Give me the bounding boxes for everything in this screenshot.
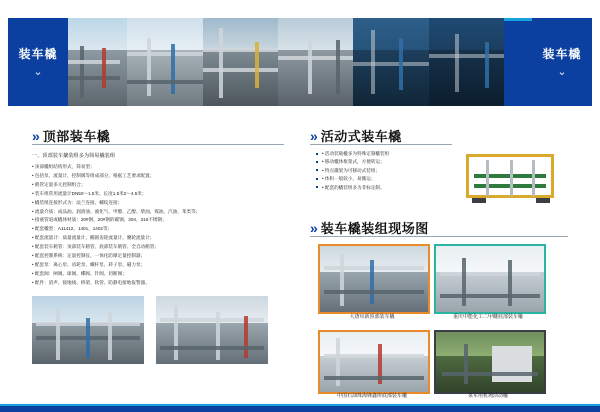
banner-right-title-block — [532, 18, 592, 106]
left-para-4: • 橇装组连接形式为：法兰连接、螺纹连接； — [32, 199, 123, 205]
site-photo-3 — [318, 330, 430, 394]
left-photo-1 — [32, 296, 144, 364]
left-para-12: • 配套阀：闸阀、球阀、蝶阀、针阀、切断阀； — [32, 270, 127, 276]
section-heading-mobile-loading — [310, 126, 402, 145]
section-title-mobile-loading: 活动式装车橇 — [320, 129, 402, 144]
banner-photo-2 — [127, 18, 202, 106]
site-photo-2 — [434, 244, 546, 314]
left-para-1: • 包括泵、流量计、控制阀等组成部分，根据工艺要求配置； — [32, 172, 155, 178]
section-title-site-photos: 装车橇装组现场图 — [320, 221, 429, 236]
top-banner — [8, 18, 592, 106]
banner-right-title: 装车橇 — [542, 47, 582, 61]
left-para-11: • 配套泵：离心泵、齿轮泵、螺杆泵、转子泵、磁力泵； — [32, 261, 146, 267]
site-photo-3-caption: 中国石油珠海锋鑫库底部装车橇 — [336, 393, 407, 399]
section-rule-left — [32, 144, 284, 145]
mobile-bullet-1: • 移动橇体框架式，方便转运； — [316, 158, 466, 165]
mobile-bullet-3: • 体积一般较小，易搬运； — [316, 175, 466, 182]
left-para-13: • 配件：消声、接地线、桥架、软管、防静电接地报警器。 — [32, 279, 150, 285]
section-arrows-icon-3: » — [310, 219, 316, 236]
banner-photo-3 — [203, 18, 278, 106]
left-para-9: • 配套装车鹤管：顶部装车鹤管、底部装车鹤管、全自动鹤管； — [32, 244, 159, 250]
banner-left-title-block — [8, 18, 68, 106]
section-rule-site — [310, 236, 568, 237]
section-heading-site-photos — [310, 218, 429, 237]
left-lead-text: 一、顶部装车撬装组多为简易橇装组 — [32, 153, 116, 159]
site-photo-4 — [434, 330, 546, 394]
left-para-5: • 流量介质：成品油、润滑油、液化气、甲醇、乙醇、柴油、煤油、汽油、苯类等； — [32, 208, 201, 214]
section-arrows-icon-2: » — [310, 127, 316, 144]
banner-photo-4 — [278, 18, 353, 106]
left-para-0: • 顶部橇组结构形式，简易型； — [32, 164, 95, 169]
banner-left-title: 装车橇 — [18, 47, 58, 61]
banner-photo-strip — [52, 18, 504, 106]
left-para-3: • 装车组常用流量计DN50～1.5米、长度1.5米2～4.5米； — [32, 190, 147, 196]
section-heading-top-loading — [32, 126, 110, 145]
mobile-bullet-list — [316, 150, 466, 192]
mobile-bullet-0: • 活动装载橇多为特殊定制橇装组 — [316, 150, 466, 157]
left-body-text — [32, 163, 300, 288]
mobile-bullet-2: • 特点撬架为可移动式装组； — [316, 167, 466, 174]
site-photo-1-caption: 大唐阜新顶部装车橇 — [349, 314, 395, 320]
left-para-8: • 配套流量计：质量流量计、椭圆齿轮流量计、腰轮流量计； — [32, 235, 155, 241]
left-para-7: • 配套橇型：A11412、1401、1402等； — [32, 226, 113, 232]
site-photo-4-caption: 某军用机场活动橇 — [467, 393, 508, 399]
section-title-top-loading: 顶部装车橇 — [42, 129, 111, 144]
chevron-down-icon-right: ⌄ — [557, 66, 567, 78]
banner-photo-6 — [429, 18, 504, 106]
footer-bar — [0, 406, 600, 412]
left-para-6: • 接液管道或橇体材质：20#钢、20#钢的碳钢、304、316不锈钢； — [32, 217, 167, 223]
left-para-2: • 鹤管定量多元控制组合； — [32, 181, 86, 187]
section-arrows-icon: » — [32, 127, 38, 144]
site-photo-1 — [318, 244, 430, 314]
banner-photo-5 — [353, 18, 428, 106]
mobile-skid-photo — [452, 140, 570, 212]
site-photo-2-caption: 重庆中能化工二甲醚底部装车橇 — [452, 314, 523, 320]
chevron-down-icon: ⌄ — [33, 66, 43, 78]
left-para-10: • 配套控制系统：定量控制仪、一体化防爆定量控制器； — [32, 253, 146, 259]
mobile-bullet-4: • 配套的橇装组多为非标定制。 — [316, 184, 466, 191]
left-photo-2 — [156, 296, 268, 364]
